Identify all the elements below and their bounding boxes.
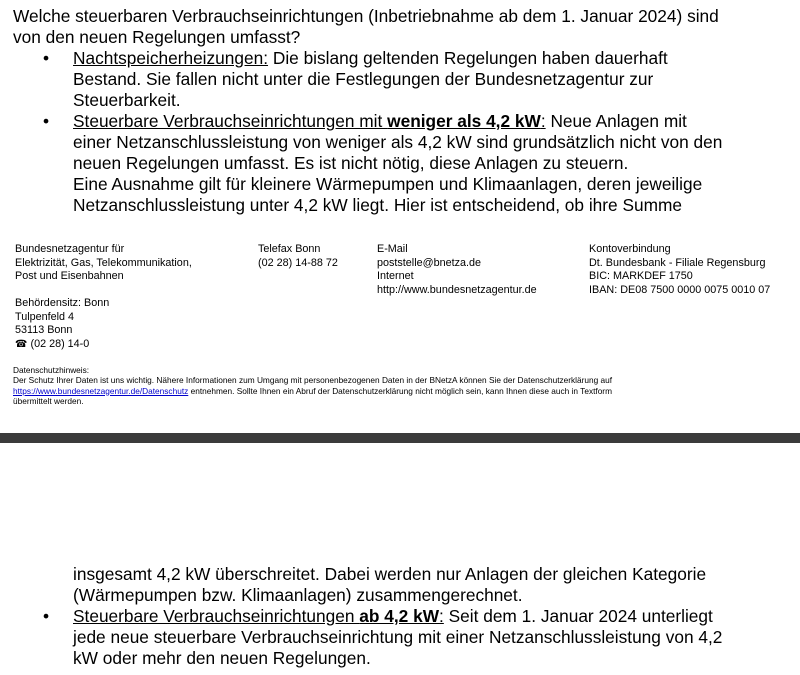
item-text: jede neue steuerbare Verbrauchseinrichtung mit einer Netzanschlussleistung von 4,2 [73,627,723,647]
item-heading: Steuerbare Verbrauchseinrichtungen [73,606,360,626]
bullet-list [0,606,800,669]
privacy-title: Datenschutzhinweis: [13,365,90,375]
item-text: (Wärmepumpen bzw. Klimaanlagen) zusammengerechnet. [73,585,523,605]
list-item-under-4-2-kw [0,111,800,216]
item-text: Netzanschlussleistung unter 4,2 kW liegt. Hier ist entscheidend, ob ihre Summe [73,195,682,215]
list-item-night-storage [0,48,800,111]
footer-text: Bundesnetzagentur für [15,243,125,255]
list-item-from-4-2-kw [0,606,800,669]
question-line: von den neuen Regelungen umfasst? [13,27,301,47]
bullet-dot-icon: • [43,48,50,68]
item-heading-bold: ab 4,2 kW [359,606,440,626]
footer-text: 53113 Bonn [15,324,73,336]
footer-agency [15,243,192,284]
telephone-icon: ☎ [15,338,28,350]
footer-text: Post und Eisenbahnen [15,270,124,282]
footer-text: Tulpenfeld 4 [15,310,75,323]
footer-phone [15,338,109,352]
footer-fax [258,243,338,270]
footer-contact [377,243,537,297]
footer-bank [589,243,770,297]
email-address: poststelle@bnetza.de [377,256,481,269]
bullet-list [0,48,800,216]
footer-text: Internet [377,270,414,282]
item-text: Die bislang geltenden Regelungen haben dauerhaft [268,48,668,68]
footer-text: IBAN: DE08 7500 0000 0075 0010 07 [589,283,771,296]
footer-text: Dt. Bundesbank - Filiale Regensburg [589,256,766,269]
privacy-text [13,386,793,396]
footer-text: Telefax Bonn [258,243,321,255]
item-text: Neue Anlagen mit [545,111,687,131]
document-page-2 [0,443,800,675]
privacy-text: Der Schutz Ihrer Daten ist uns wichtig. Nähere Informationen zum Umgang mit personenbezogenen Daten in der BNetzA können Sie der Datenschutzerklärung auf [13,375,613,386]
footer-text: Elektrizität, Gas, Telekommunikation, [15,256,192,269]
item-text: Bestand. Sie fallen nicht unter die Festlegungen der Bundesnetzagentur zur [73,69,654,89]
footer-text: BIC: MARKDEF 1750 [589,270,693,282]
item-text: Eine Ausnahme gilt für kleinere Wärmepumpen und Klimaanlagen, deren jeweilige [73,174,703,194]
item-text: kW oder mehr den neuen Regelungen. [73,648,371,668]
item-text: Steuerbarkeit. [73,90,181,110]
footer-text: (02 28) 14-88 72 [258,256,338,269]
item-heading-colon: : [540,111,546,131]
continued-paragraph [73,564,783,606]
item-text: Seit dem 1. Januar 2024 unterliegt [443,606,713,626]
footer-text: Kontoverbindung [589,243,671,255]
bullet-dot-icon: • [43,111,50,131]
item-text: insgesamt 4,2 kW überschreitet. Dabei werden nur Anlagen der gleichen Kategorie [73,564,707,584]
phone-number: (02 28) 14-0 [30,337,90,350]
privacy-link[interactable]: https://www.bundesnetzagentur.de/Datenschutz [13,385,189,396]
page-separator [0,433,800,443]
privacy-text: übermittelt werden. [13,396,84,407]
question-line: Welche steuerbaren Verbrauchseinrichtungen (Inbetriebnahme ab dem 1. Januar 2024) sind [13,6,719,26]
bullet-dot-icon: • [43,606,50,626]
item-text: einer Netzanschlussleistung von weniger als 4,2 kW sind grundsätzlich nicht von den [73,132,723,152]
item-heading: Steuerbare Verbrauchseinrichtungen mit [73,111,388,131]
privacy-notice [13,365,793,407]
item-text: neuen Regelungen umfasst. Es ist nicht nötig, diese Anlagen zu steuern. [73,153,629,173]
footer-text: Behördensitz: Bonn [15,297,110,309]
website-url: http://www.bundesnetzagentur.de [377,283,537,296]
item-heading-colon: : [439,606,444,626]
item-heading: Nachtspeicherheizungen: [73,48,269,68]
item-heading-bold: weniger als 4,2 kW [387,111,541,131]
privacy-text: entnehmen. Sollte Ihnen ein Abruf der Datenschutzerklärung nicht möglich sein, kann Ihnen diese auch in Textform [188,385,612,396]
footer-text: E-Mail [377,243,408,255]
footer-seat [15,297,109,351]
question-heading [13,6,793,48]
